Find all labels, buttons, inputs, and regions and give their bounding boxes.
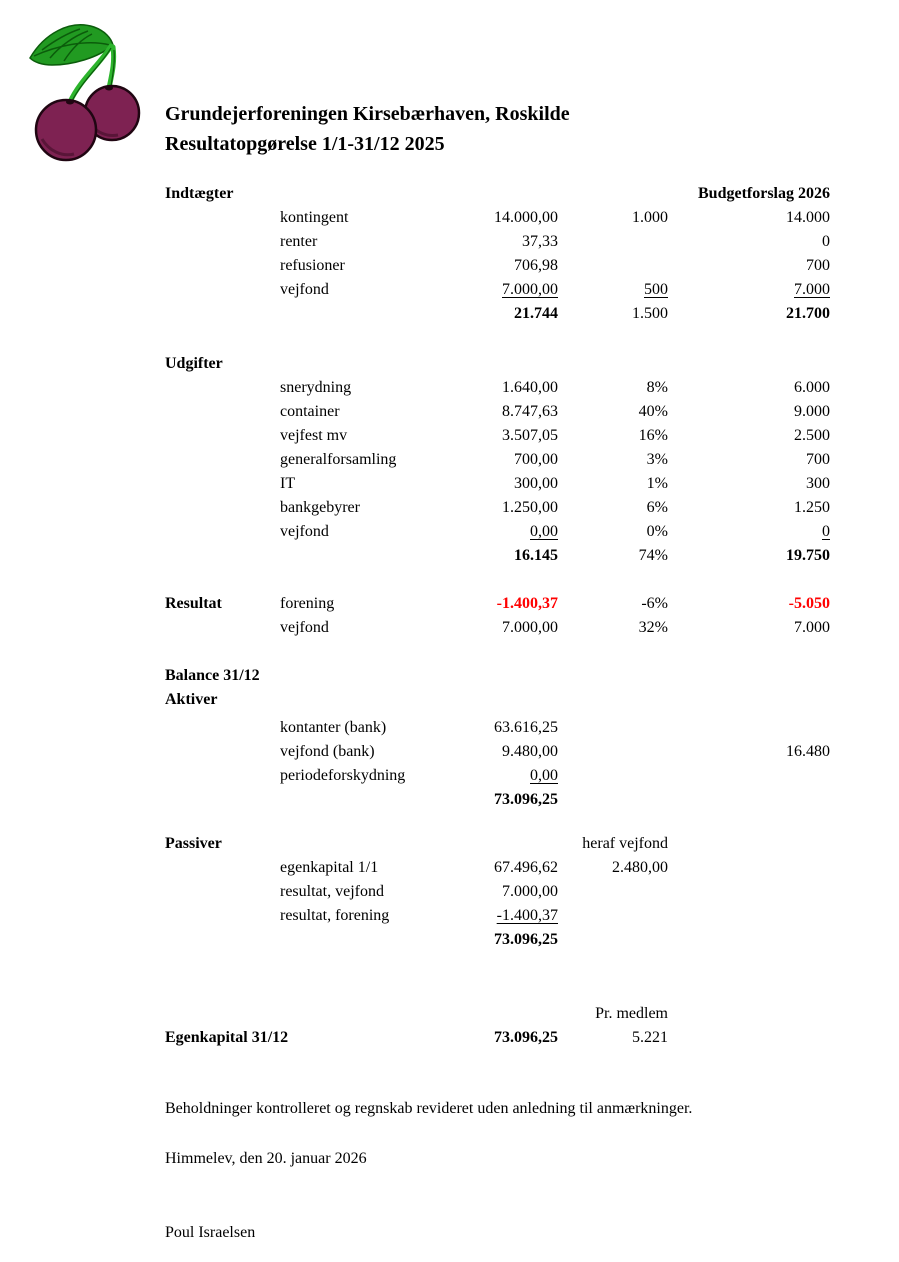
section-label <box>165 1002 280 1026</box>
amount-budget: 0 <box>822 233 830 250</box>
section-resultat <box>165 592 830 640</box>
amount-mid: 5.221 <box>632 1029 668 1046</box>
table-row <box>165 764 830 788</box>
place-date: Himmelev, den 20. januar 2026 <box>165 1150 367 1167</box>
amount-budget <box>668 716 830 740</box>
amount-budget <box>668 880 830 904</box>
financial-statement <box>165 182 830 1050</box>
amount-mid: 8% <box>646 379 668 396</box>
amount-mid <box>558 716 668 740</box>
table-row <box>165 856 830 880</box>
amount-mid: 1% <box>646 475 668 492</box>
section-label: Udgifter <box>165 355 223 372</box>
section-label <box>165 928 280 952</box>
section-aktiver <box>165 716 830 812</box>
table-row <box>165 182 830 206</box>
item-label: renter <box>280 233 318 250</box>
section-label <box>165 496 280 520</box>
amount-actual: 9.480,00 <box>502 743 558 760</box>
table-row <box>165 352 830 376</box>
amount-actual: 37,33 <box>522 233 558 250</box>
item-label: periodeforskydning <box>280 767 406 784</box>
section-label <box>165 904 280 928</box>
amount-budget: -5.050 <box>788 595 830 612</box>
section-label <box>165 206 280 230</box>
section-label <box>165 448 280 472</box>
amount-mid: 3% <box>646 451 668 468</box>
item-label: refusioner <box>280 257 345 274</box>
table-row <box>165 206 830 230</box>
amount-actual: 8.747,63 <box>502 403 558 420</box>
amount-actual: 0,00 <box>530 523 558 540</box>
table-row <box>165 664 830 688</box>
amount-mid: 0% <box>646 523 668 540</box>
amount-actual: 1.250,00 <box>502 499 558 516</box>
amount-actual: 73.096,25 <box>494 791 558 808</box>
amount-actual <box>448 832 558 856</box>
section-label <box>165 880 280 904</box>
amount-actual: 14.000,00 <box>494 209 558 226</box>
amount-budget <box>668 688 830 712</box>
amount-budget: 19.750 <box>786 547 830 564</box>
section-label: Indtægter <box>165 185 234 202</box>
amount-actual: 300,00 <box>514 475 558 492</box>
section-label: Egenkapital 31/12 <box>165 1029 289 1046</box>
item-label <box>280 664 448 688</box>
title-line-2: Resultatopgørelse 1/1-31/12 2025 <box>165 133 445 155</box>
item-label <box>280 688 448 712</box>
amount-actual: -1.400,37 <box>496 595 558 612</box>
section-label <box>165 424 280 448</box>
amount-mid: 16% <box>638 427 668 444</box>
amount-actual: 73.096,25 <box>494 1029 558 1046</box>
amount-actual: 1.640,00 <box>502 379 558 396</box>
document-title <box>165 99 570 159</box>
table-row <box>165 616 830 640</box>
section-egenkapital <box>165 1002 830 1050</box>
amount-mid: -6% <box>641 595 668 612</box>
section-label <box>165 716 280 740</box>
amount-budget: 2.500 <box>794 427 830 444</box>
amount-budget: 9.000 <box>794 403 830 420</box>
section-label <box>165 520 280 544</box>
amount-mid: 1.000 <box>632 209 668 226</box>
amount-budget: Budgetforslag 2026 <box>698 185 830 202</box>
item-label: container <box>280 403 340 420</box>
amount-mid <box>558 352 668 376</box>
amount-mid: 40% <box>638 403 668 420</box>
amount-actual: 73.096,25 <box>494 931 558 948</box>
item-label: vejfond (bank) <box>280 743 375 760</box>
amount-actual: 21.744 <box>514 305 558 322</box>
amount-budget <box>668 1026 830 1050</box>
amount-mid <box>558 182 668 206</box>
table-row <box>165 400 830 424</box>
amount-actual <box>448 688 558 712</box>
amount-actual: 7.000,00 <box>502 619 558 636</box>
table-row <box>165 544 830 568</box>
section-label <box>165 856 280 880</box>
amount-budget <box>668 664 830 688</box>
section-label <box>165 400 280 424</box>
amount-mid <box>558 904 668 928</box>
item-label: kontanter (bank) <box>280 719 387 736</box>
amount-budget <box>668 352 830 376</box>
amount-actual <box>448 352 558 376</box>
amount-budget <box>668 832 830 856</box>
amount-budget: 700 <box>806 451 830 468</box>
cherry-logo-icon <box>16 6 156 166</box>
amount-mid <box>558 230 668 254</box>
amount-budget: 6.000 <box>794 379 830 396</box>
table-row <box>165 904 830 928</box>
amount-budget: 300 <box>806 475 830 492</box>
table-row <box>165 376 830 400</box>
amount-mid <box>558 928 668 952</box>
amount-mid: 500 <box>644 281 668 298</box>
section-label <box>165 764 280 788</box>
section-udgifter <box>165 352 830 568</box>
item-label: vejfond <box>280 619 329 636</box>
section-label <box>165 472 280 496</box>
section-label <box>165 254 280 278</box>
table-row <box>165 230 830 254</box>
item-label <box>280 302 448 326</box>
section-label <box>165 544 280 568</box>
amount-budget <box>668 764 830 788</box>
table-row <box>165 928 830 952</box>
item-label: IT <box>280 475 296 492</box>
amount-budget: 1.250 <box>794 499 830 516</box>
item-label: generalforsamling <box>280 451 397 468</box>
amount-mid <box>558 740 668 764</box>
section-indtaegter <box>165 182 830 326</box>
amount-actual: -1.400,37 <box>496 907 558 924</box>
section-label <box>165 616 280 640</box>
amount-mid <box>558 688 668 712</box>
section-label <box>165 302 280 326</box>
item-label <box>280 352 448 376</box>
amount-budget <box>668 856 830 880</box>
table-row <box>165 716 830 740</box>
table-row <box>165 1002 830 1026</box>
table-row <box>165 302 830 326</box>
amount-budget <box>668 788 830 812</box>
amount-mid <box>558 788 668 812</box>
audit-note: Beholdninger kontrolleret og regnskab revideret uden anledning til anmærkninger. <box>165 1100 693 1117</box>
amount-mid: Pr. medlem <box>595 1005 668 1022</box>
amount-mid <box>558 880 668 904</box>
amount-actual: 700,00 <box>514 451 558 468</box>
amount-budget: 0 <box>822 523 830 540</box>
item-label: vejfond <box>280 281 329 298</box>
item-label: forening <box>280 595 335 612</box>
table-row <box>165 496 830 520</box>
amount-actual: 7.000,00 <box>502 883 558 900</box>
amount-mid <box>558 764 668 788</box>
amount-actual: 63.616,25 <box>494 719 558 736</box>
item-label: snerydning <box>280 379 352 396</box>
signature-name: Poul Israelsen <box>165 1224 256 1241</box>
table-row <box>165 592 830 616</box>
item-label: vejfest mv <box>280 427 348 444</box>
amount-budget <box>668 1002 830 1026</box>
amount-actual: 706,98 <box>514 257 558 274</box>
amount-actual <box>448 664 558 688</box>
table-row <box>165 520 830 544</box>
amount-mid <box>558 254 668 278</box>
table-row <box>165 1026 830 1050</box>
amount-budget: 7.000 <box>794 619 830 636</box>
table-row <box>165 278 830 302</box>
section-balance <box>165 664 830 712</box>
item-label <box>280 1026 448 1050</box>
table-row <box>165 740 830 764</box>
amount-actual: 67.496,62 <box>494 859 558 876</box>
amount-budget: 16.480 <box>786 743 830 760</box>
amount-mid: 2.480,00 <box>612 859 668 876</box>
section-label: Balance 31/12 <box>165 667 260 684</box>
amount-budget <box>668 928 830 952</box>
table-row <box>165 424 830 448</box>
amount-budget <box>668 904 830 928</box>
item-label <box>280 928 448 952</box>
amount-mid: 32% <box>638 619 668 636</box>
amount-budget: 7.000 <box>794 281 830 298</box>
section-passiver <box>165 832 830 952</box>
item-label <box>280 788 448 812</box>
table-row <box>165 448 830 472</box>
amount-budget: 700 <box>806 257 830 274</box>
amount-mid <box>558 664 668 688</box>
amount-actual: 3.507,05 <box>502 427 558 444</box>
title-line-1: Grundejerforeningen Kirsebærhaven, Roskilde <box>165 103 570 125</box>
amount-actual: 0,00 <box>530 767 558 784</box>
item-label: kontingent <box>280 209 349 226</box>
section-label <box>165 788 280 812</box>
item-label: resultat, vejfond <box>280 883 384 900</box>
section-label <box>165 278 280 302</box>
item-label: bankgebyrer <box>280 499 360 516</box>
item-label <box>280 832 448 856</box>
amount-budget: 14.000 <box>786 209 830 226</box>
table-row <box>165 688 830 712</box>
amount-mid: 1.500 <box>632 305 668 322</box>
section-label <box>165 740 280 764</box>
amount-actual <box>448 1002 558 1026</box>
amount-actual: 7.000,00 <box>502 281 558 298</box>
section-label: Resultat <box>165 595 222 612</box>
item-label: vejfond <box>280 523 329 540</box>
amount-mid: 74% <box>638 547 668 564</box>
section-label <box>165 376 280 400</box>
table-row <box>165 472 830 496</box>
section-label: Passiver <box>165 835 222 852</box>
section-label: Aktiver <box>165 691 218 708</box>
table-row <box>165 254 830 278</box>
table-row <box>165 880 830 904</box>
amount-actual: 16.145 <box>514 547 558 564</box>
amount-mid: 6% <box>646 499 668 516</box>
table-row <box>165 832 830 856</box>
item-label <box>280 544 448 568</box>
table-row <box>165 788 830 812</box>
section-label <box>165 230 280 254</box>
item-label <box>280 182 448 206</box>
item-label: egenkapital 1/1 <box>280 859 379 876</box>
item-label: resultat, forening <box>280 907 390 924</box>
amount-budget: 21.700 <box>786 305 830 322</box>
amount-mid: heraf vejfond <box>582 835 668 852</box>
item-label <box>280 1002 448 1026</box>
amount-actual <box>448 182 558 206</box>
